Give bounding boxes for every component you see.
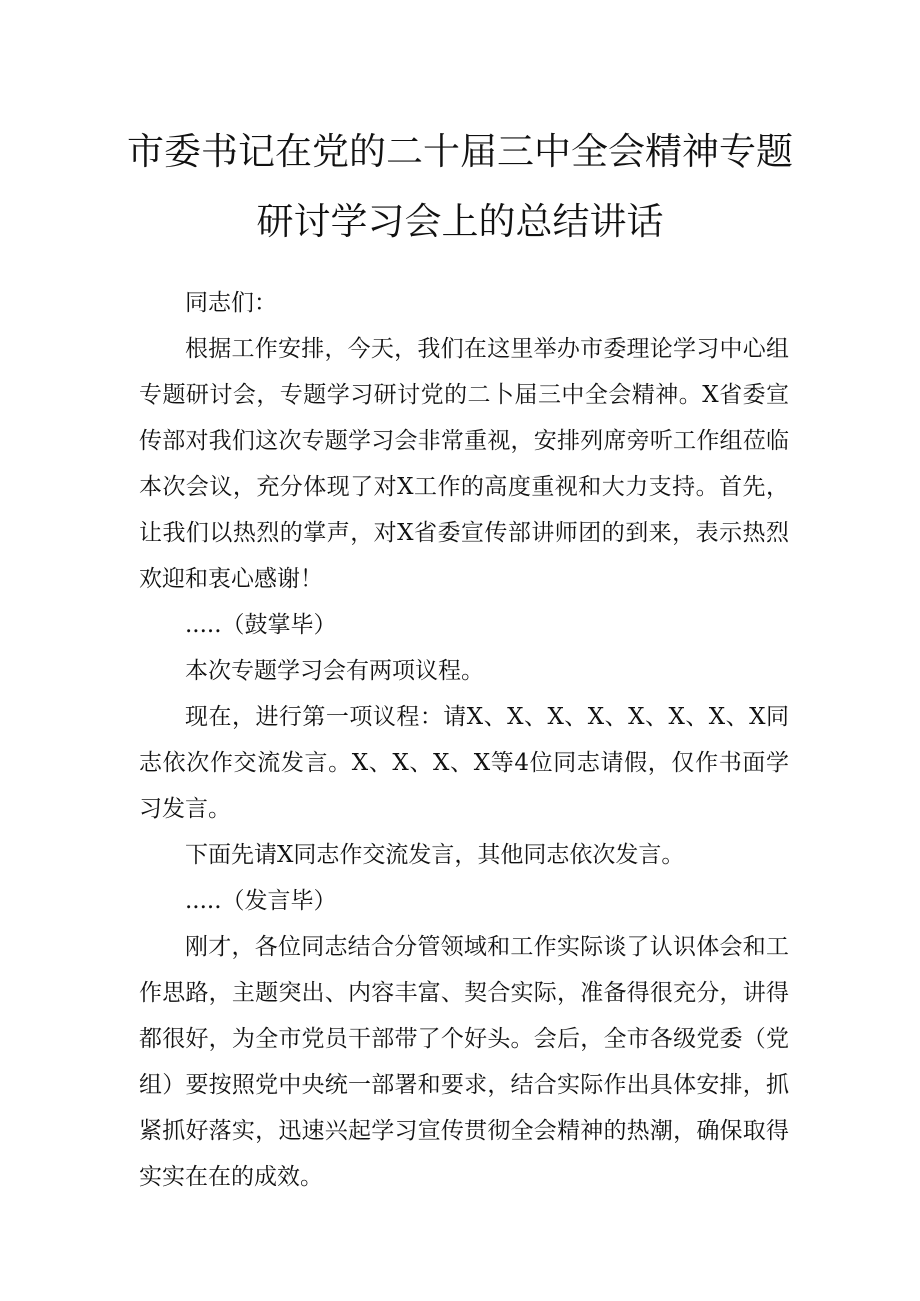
agenda-paragraph: 本次专题学习会有两项议程。 [185,658,484,684]
first-agenda-item-paragraph: 现在，进行第一项议程：请X、X、X、X、X、X、X、X同志依次作交流发言。X、X、X、X等4位同志请假，仅作书面学习发言。 [139,704,789,822]
applause-note-paragraph: .....（鼓掌毕） [185,612,337,638]
document-body [139,280,789,1200]
summary-paragraph: 刚才，各位同志结合分管领域和工作实际谈了认识体会和工作思路，主题突出、内容丰富、契合实际，准备得很充分，讲得都很好，为全市党员干部带了个好头。会后，全市各级党委（党组）要按照党中央统一部署和要求，结合实际作出具体安排，抓紧抓好落实，迅速兴起学习宣传贯彻全会精神的热潮，确保取得实实在在的成效。 [139,934,789,1190]
speaker-order-paragraph: 下面先请X同志作交流发言，其他同志依次发言。 [185,842,685,868]
document-title-line-1: 市委书记在党的二十届三中全会精神专题 [127,130,793,173]
document-title-line-2: 研讨学习会上的总结讲话 [256,200,664,243]
salutation-paragraph: 同志们： [185,290,277,316]
speech-end-note-paragraph: .....（发言毕） [185,888,337,914]
opening-paragraph: 根据工作安排，今天，我们在这里举办市委理论学习中心组专题研讨会，专题学习研讨党的二卜届三中全会精神。X省委宣传部对我们这次专题学习会非常重视，安排列席旁听工作组莅临本次会议，充分体现了对X工作的高度重视和大力支持。首先，让我们以热烈的掌声，对X省委宣传部讲师团的到来，表示热烈欢迎和衷心感谢！ [139,336,789,592]
